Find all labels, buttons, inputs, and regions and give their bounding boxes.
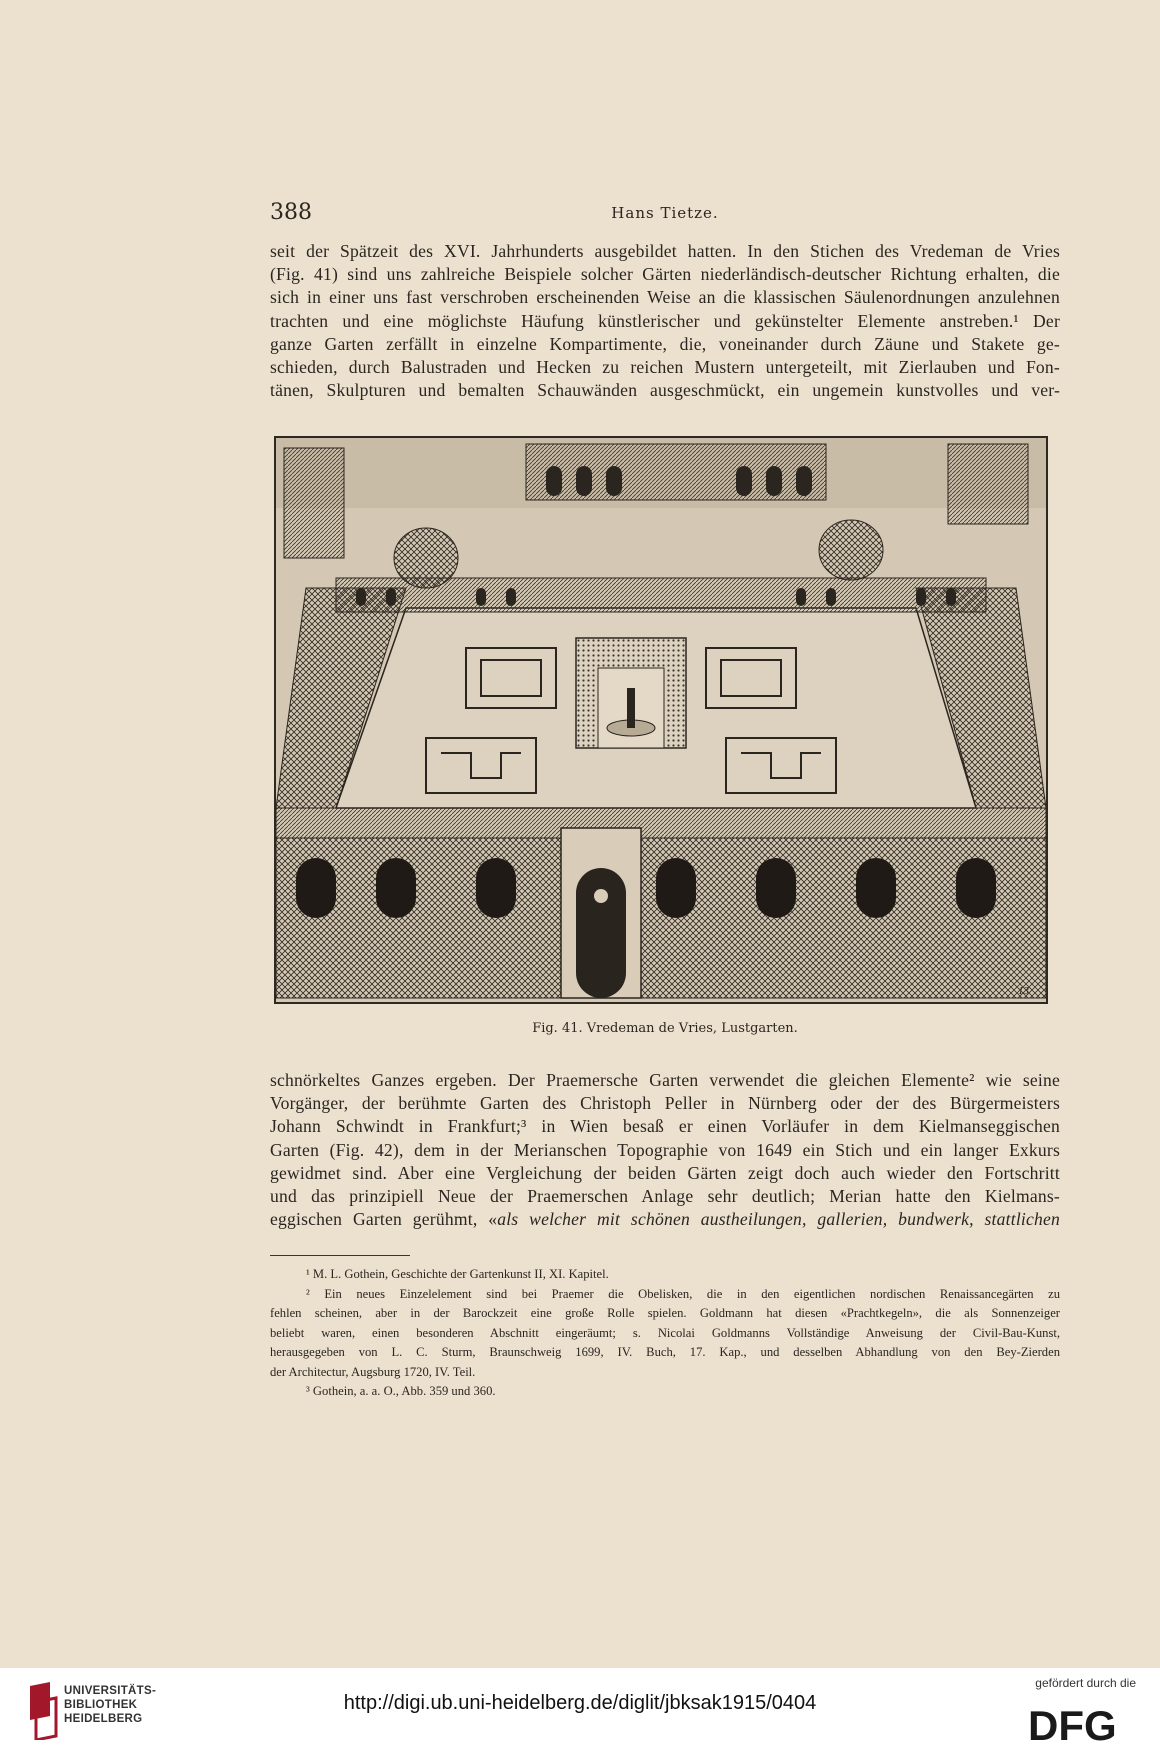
footnote-rule [270, 1255, 410, 1256]
garden-engraving-illustration [276, 438, 1046, 1002]
text-plain: eggischen Garten gerühmt, « [270, 1209, 498, 1230]
footnote-3 [270, 1382, 1060, 1402]
footnote-line: ³ Gothein, a. a. O., Abb. 359 und 360. [306, 1384, 496, 1398]
footnote-line: ¹ M. L. Gothein, Geschichte der Gartenkunst II, XI. Kapitel. [306, 1267, 609, 1281]
dfg-logo-text: DFG [1028, 1702, 1117, 1744]
text-line: trachten und eine möglichste Häufung künstlerischer und gekünstelter Elemente anstreben.¹ Der [270, 310, 1060, 331]
text-line: (Fig. 41) sind uns zahlreiche Beispiele solcher Gärten niederländisch-deutscher Richtung erhalten, die [270, 264, 1060, 285]
footnote-line: ² Ein neues Einzelelement sind bei Praemer die Obelisken, die in den eigentlichen nordischen Renaissancegärten zu [306, 1286, 1060, 1301]
figure-caption: Fig. 41. Vredeman de Vries, Lustgarten. [532, 1021, 798, 1036]
text-line: und das prinzipiell Neue der Praemerschen Anlage sehr deutlich; Merian hatte den Kielmans- [270, 1186, 1060, 1207]
page-header [270, 200, 1060, 230]
footnote-1 [270, 1265, 1060, 1285]
paragraph-1 [270, 240, 1060, 402]
text-line: schnörkeltes Ganzes ergeben. Der Praemersche Garten verwendet die gleichen Elemente² wie seine [270, 1070, 1060, 1090]
text-line: seit der Spätzeit des XVI. Jahrhunderts ausgebildet hatten. In den Stichen des Vredeman de Vries [270, 241, 1060, 261]
page-number: 388 [270, 200, 312, 225]
dfg-logo-icon [1026, 1700, 1136, 1744]
text-line: Garten (Fig. 42), dem in der Merianschen Topographie von 1649 ein Stich und ein langer Exkurs [270, 1139, 1060, 1160]
text-italic-quote: als welcher mit schönen austheilungen, gallerien, bundwerk, stattlichen [497, 1209, 1061, 1230]
footnote-line: fehlen scheinen, aber in der Barockzeit eine große Rolle spielen. Goldmann hat diesen «Prachtkegeln», die als Sonnenzeiger [270, 1306, 1060, 1320]
text-line: schieden, durch Balustraden und Hecken zu reichen Mustern untergeteilt, mit Zierlauben und Fon- [270, 357, 1060, 378]
text-line: tänen, Skulpturen und bemalten Schauwänden ausgeschmückt, ein ungemein kunstvolles und ver- [270, 380, 1060, 401]
figure-engraving-garden [274, 436, 1048, 1004]
text-line [270, 1208, 1060, 1231]
footnote-2 [270, 1285, 1060, 1383]
text-line: Vorgänger, der berühmte Garten des Christoph Peller in Nürnberg oder der des Bürgermeisters [270, 1093, 1060, 1114]
text-line: sich in einer uns fast verschroben erscheinenden Weise an die klassischen Säulenordnungen anzulehnen [270, 287, 1060, 308]
library-name: UNIVERSITÄTS- BIBLIOTHEK HEIDELBERG [64, 1685, 157, 1725]
footnote-line: der Architectur, Augsburg 1720, IV. Teil. [270, 1364, 476, 1379]
text-line: Johann Schwindt in Frankfurt;³ in Wien besaß er einen Vorläufer in dem Kielmanseggischen [270, 1116, 1060, 1137]
text-line: gewidmet sind. Aber eine Vergleichung der beiden Gärten zeigt doch auch wieder den Fortschritt [270, 1162, 1060, 1183]
running-title: Hans Tietze. [611, 204, 719, 222]
footer-bar [0, 1668, 1160, 1754]
footnote-line: beliebt waren, einen besonderen Abschnitt eingeräumt; s. Nicolai Goldmanns Vollständige Anweisung der Civil-Bau-Kunst, [270, 1325, 1060, 1340]
plate-number: 13 [1018, 985, 1029, 997]
permalink-url[interactable]: http://digi.ub.uni-heidelberg.de/diglit/jbksak1915/0404 [343, 1692, 817, 1714]
footnote-line: herausgegeben von L. C. Sturm, Braunschweig 1699, IV. Buch, 17. Kap., und desselben Abhandlung von den Bey-Zierden [270, 1345, 1060, 1359]
text-line: ganze Garten zerfällt in einzelne Kompartimente, die, voneinander durch Zäune und Stakete ge- [270, 333, 1060, 354]
sponsor-text: gefördert durch die [1035, 1676, 1136, 1690]
paragraph-2 [270, 1069, 1060, 1231]
footnotes [270, 1265, 1060, 1402]
